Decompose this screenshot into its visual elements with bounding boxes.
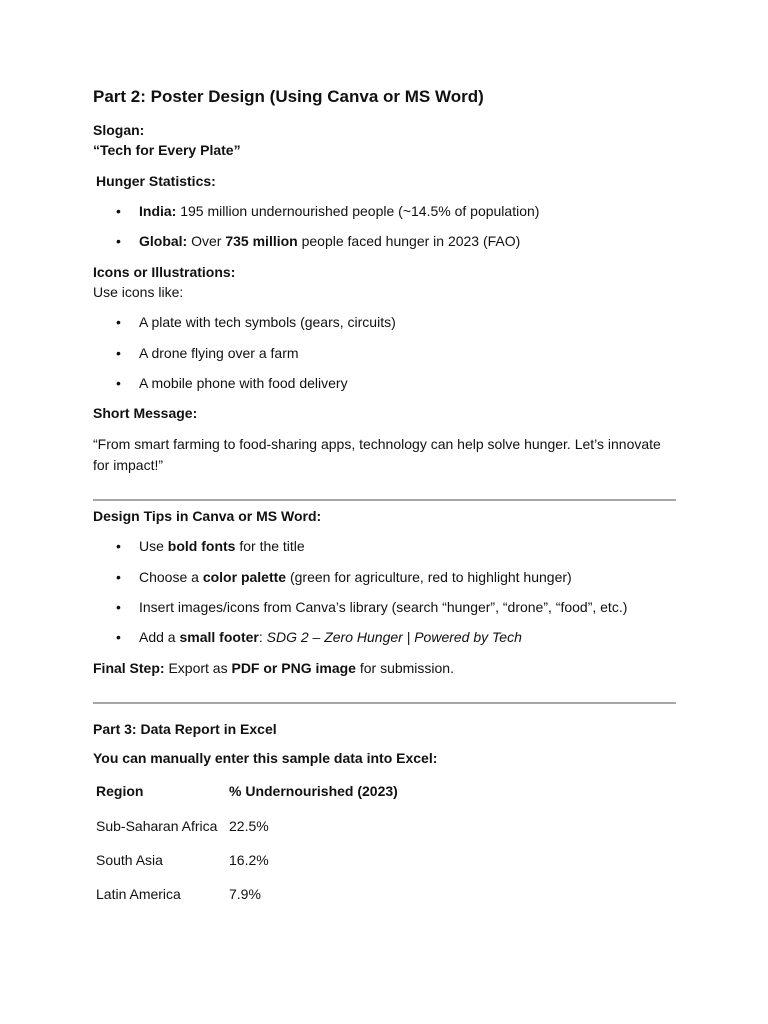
stat-global-label: Global: <box>139 233 188 249</box>
icons-intro: Use icons like: <box>93 284 184 300</box>
icon-list-item: A drone flying over a farm <box>139 345 299 361</box>
icon-list-item: A plate with tech symbols (gears, circuits) <box>139 314 396 330</box>
stat-global <box>139 233 520 249</box>
part2-title: Part 2: Poster Design (Using Canva or MS Word) <box>93 87 484 106</box>
short-message-text: “From smart farming to food-sharing apps, technology can help solve hunger. Let’s innovate for impact!” <box>93 436 661 473</box>
part3-title: Part 3: Data Report in Excel <box>93 721 277 737</box>
final-step-label: Final Step: <box>93 660 165 676</box>
stat-india-text: 195 million undernourished people (~14.5% of population) <box>176 203 540 219</box>
stat-india <box>139 203 539 219</box>
table-cell-region: Sub-Saharan Africa <box>96 818 218 834</box>
bullet-icon: • <box>116 569 121 585</box>
table-header-region: Region <box>96 783 144 799</box>
tip4-italic: SDG 2 – Zero Hunger | Powered by Tech <box>266 629 522 645</box>
part3-intro: You can manually enter this sample data into Excel: <box>93 750 438 766</box>
final-step <box>93 660 454 676</box>
bullet-icon: • <box>116 345 121 361</box>
table-cell-value: 7.9% <box>229 886 261 902</box>
slogan-text: “Tech for Every Plate” <box>93 142 241 158</box>
design-tips-heading: Design Tips in Canva or MS Word: <box>93 508 322 524</box>
tip2-post: (green for agriculture, red to highlight hunger) <box>286 569 572 585</box>
stat-global-bold: 735 million <box>225 233 298 249</box>
bullet-icon: • <box>116 314 121 330</box>
bullet-icon: • <box>116 375 121 391</box>
slogan-label: Slogan: <box>93 122 145 138</box>
table-cell-value: 16.2% <box>229 852 269 868</box>
bullet-icon: • <box>116 599 121 615</box>
tip2-pre: Choose a <box>139 569 203 585</box>
tip4-pre: Add a <box>139 629 180 645</box>
bullet-icon: • <box>116 538 121 554</box>
table-cell-value: 22.5% <box>229 818 269 834</box>
design-tip-item <box>139 569 572 585</box>
bullet-icon: • <box>116 233 121 249</box>
stat-india-label: India: <box>139 203 177 219</box>
tip4-colon: : <box>258 629 267 645</box>
tip1-post: for the title <box>235 538 305 554</box>
tip4-bold: small footer <box>179 629 259 645</box>
icons-label: Icons or Illustrations: <box>93 264 236 280</box>
final-step-bold: PDF or PNG image <box>231 660 356 676</box>
hunger-statistics-label: Hunger Statistics: <box>96 173 216 189</box>
stat-global-pre: Over <box>187 233 226 249</box>
bullet-icon: • <box>116 629 121 645</box>
final-step-post: for submission. <box>355 660 454 676</box>
design-tip-item <box>139 629 522 645</box>
section-divider <box>93 702 676 704</box>
stat-global-post: people faced hunger in 2023 (FAO) <box>297 233 521 249</box>
design-tip-item: Insert images/icons from Canva’s library (search “hunger”, “drone”, “food”, etc.) <box>139 599 628 615</box>
design-tip-item <box>139 538 305 554</box>
table-cell-region: Latin America <box>96 886 181 902</box>
final-step-pre: Export as <box>164 660 232 676</box>
tip1-pre: Use <box>139 538 168 554</box>
short-message-label: Short Message: <box>93 405 198 421</box>
section-divider <box>93 499 676 501</box>
bullet-icon: • <box>116 203 121 219</box>
tip2-bold: color palette <box>202 569 287 585</box>
icon-list-item: A mobile phone with food delivery <box>139 375 348 391</box>
tip1-bold: bold fonts <box>167 538 236 554</box>
table-header-undernourished: % Undernourished (2023) <box>229 783 398 799</box>
table-cell-region: South Asia <box>96 852 163 868</box>
